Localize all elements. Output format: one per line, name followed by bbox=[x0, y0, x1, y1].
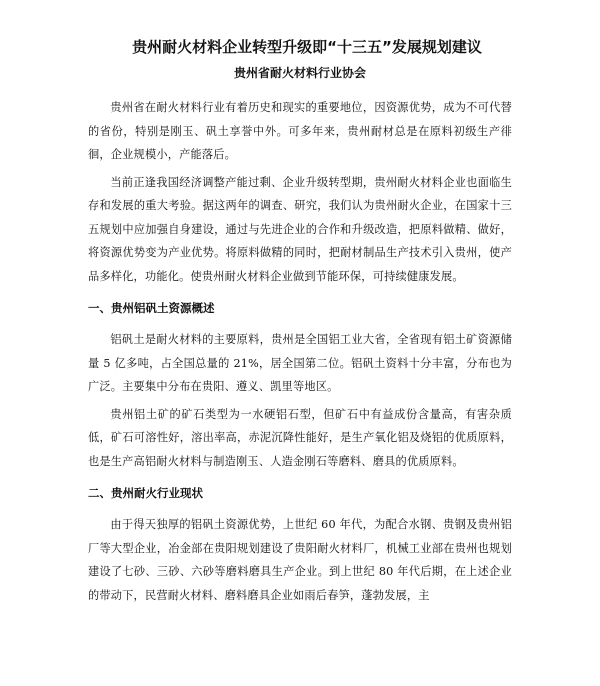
intro-paragraph-1: 贵州省在耐火材料行业有着历史和现实的重要地位，因资源优势，成为不可代替的省份，特别是刚玉、矾土享誉中外。可多年来，贵州耐材总是在原料初级生产徘徊，企业规模小，产能落后。 bbox=[88, 101, 512, 161]
section-1-paragraph-2: 贵州铝土矿的矿石类型为一水硬铝石型，但矿石中有益成份含量高，有害杂质低，矿石可溶性好，溶出率高，赤泥沉降性能好，是生产氧化铝及烧铝的优质原料，也是生产高铝耐火材料与制造刚玉、人造金刚石等磨料、磨具的优质原料。 bbox=[88, 407, 512, 468]
document-author: 贵州省耐火材料行业协会 bbox=[233, 66, 366, 80]
document-title: 贵州耐火材料企业转型升级即“十三五”发展规划建议 bbox=[132, 38, 482, 56]
section-1-paragraph-1: 铝矾土是耐火材料的主要原料，贵州是全国铝工业大省，全省现有铝土矿资源储量 5 亿多吨，占全国总量的 21%，居全国第二位。铝矾土资料十分丰富，分布也为广泛。主要集中分布在贵阳、遵义、凯里等地区。 bbox=[88, 333, 512, 393]
section-heading-1: 一、贵州铝矾土资源概述 bbox=[88, 301, 215, 315]
section-heading-2: 二、贵州耐火行业现状 bbox=[88, 486, 203, 500]
section-2-paragraph-1: 由于得天独厚的铝矾土资源优势，上世纪 60 年代，为配合水钢、贵钢及贵州铝厂等大型企业，冶金部在贵阳规划建设了贵阳耐火材料厂，机械工业部在贵州也规划建设了七砂、三砂、六砂等磨料磨具生产企业。到上世纪 80 年代后期，在上述企业的带动下，民营耐火材料、磨料磨具企业如雨后春笋，蓬勃发展，主 bbox=[88, 518, 512, 602]
intro-paragraph-2: 当前正逢我国经济调整产能过剩、企业升级转型期，贵州耐火材料企业也面临生存和发展的重大考验。据这两年的调查、研究，我们认为贵州耐火企业，在国家十三五规划中应加强自身建设，通过与先进企业的合作和升级改造，把原料做精、做好，将资源优势变为产业优势。将原料做精的同时，把耐材制品生产技术引入贵州，使产品多样化，功能化。使贵州耐火材料企业做到节能环保，可持续健康发展。 bbox=[88, 175, 512, 283]
